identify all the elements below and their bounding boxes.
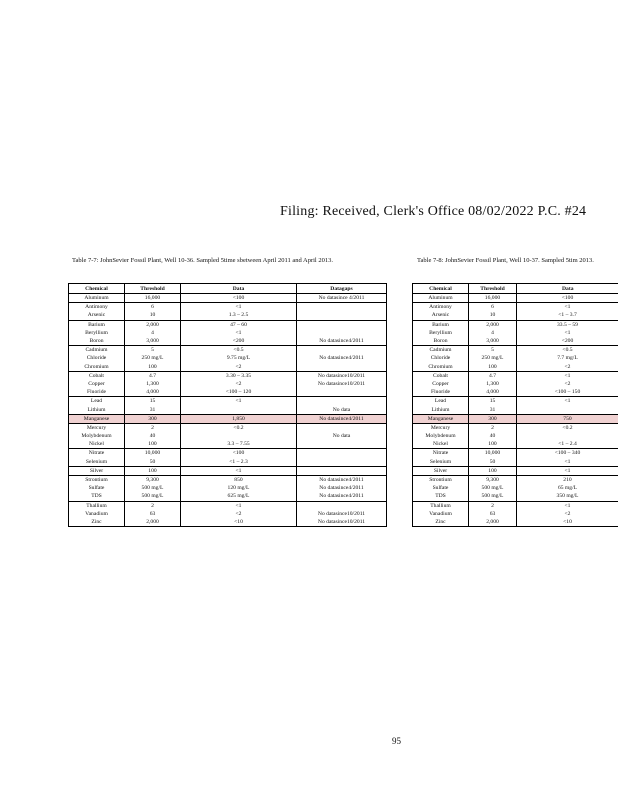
table-row <box>413 510 618 518</box>
column-header-threshold: Threshold <box>125 284 181 294</box>
table-row <box>69 371 387 380</box>
table-cell: <2 <box>181 380 297 388</box>
table-row <box>69 458 387 467</box>
table-cell: Thallium <box>413 501 469 510</box>
table-cell: 9,300 <box>469 475 517 484</box>
table-cell: 47 – 60 <box>181 320 297 329</box>
table-cell: 2,000 <box>125 320 181 329</box>
table-cell: Lead <box>69 397 125 406</box>
table-cell: <100 – 340 <box>517 449 618 458</box>
table-cell: <200 <box>181 337 297 346</box>
table-cell: Cobalt <box>413 371 469 380</box>
table-cell: Arsenic <box>413 311 469 320</box>
table-cell: Aluminum <box>413 294 469 303</box>
table-cell: Arsenic <box>69 311 125 320</box>
table-cell: 2 <box>125 501 181 510</box>
table-cell: 3,000 <box>125 337 181 346</box>
table-row <box>69 380 387 388</box>
table-7-7-caption: Table 7-7: JohnSevier Fossil Plant, Well 10-36. Sampled 5time sbetween April 2011 and April 2013. <box>72 257 333 264</box>
table-cell: 16,000 <box>469 294 517 303</box>
table-row <box>69 388 387 397</box>
table-cell: Sulfate <box>413 484 469 492</box>
table-cell: 50 <box>469 458 517 467</box>
table-row <box>69 397 387 406</box>
table-cell: 40 <box>125 432 181 440</box>
table-cell: 500 mg/L <box>125 484 181 492</box>
table-row <box>413 303 618 312</box>
page-number: 95 <box>392 736 401 746</box>
table-row <box>69 405 387 414</box>
table-cell: 300 <box>469 414 517 423</box>
table-cell: 15 <box>125 397 181 406</box>
table-cell: <1 <box>517 329 618 337</box>
table-cell: 210 <box>517 475 618 484</box>
table-row <box>413 423 618 432</box>
table-cell: 15 <box>469 397 517 406</box>
table-cell: 6 <box>125 303 181 312</box>
table-cell: Boron <box>413 337 469 346</box>
table-cell: Beryllium <box>69 329 125 337</box>
table-7-8-caption: Table 7-8: JohnSevier Fossil Plant, Well 10-37. Sampled 5tim 2013. <box>417 257 594 264</box>
table-cell: <100 <box>181 294 297 303</box>
table-cell: 850 <box>181 475 297 484</box>
table-cell <box>297 466 387 475</box>
table-row <box>413 380 618 388</box>
table-cell: 31 <box>469 405 517 414</box>
table-row <box>69 423 387 432</box>
table-cell: <1 – 2.4 <box>517 440 618 449</box>
table-7-8 <box>412 283 618 527</box>
table-row <box>69 492 387 501</box>
table-row <box>413 484 618 492</box>
table-cell: 2,000 <box>469 320 517 329</box>
table-cell: 3,000 <box>469 337 517 346</box>
table-cell: <10 <box>517 518 618 527</box>
table-cell: Nickel <box>413 440 469 449</box>
table-row <box>69 294 387 303</box>
table-cell: <0.5 <box>181 346 297 355</box>
table-row <box>413 501 618 510</box>
table-cell: <2 <box>517 363 618 372</box>
table-cell: Antimony <box>413 303 469 312</box>
table-cell: <1 <box>517 466 618 475</box>
table-cell: Chromium <box>69 363 125 372</box>
table-cell <box>297 423 387 432</box>
table-cell: <10 <box>181 518 297 527</box>
table-row <box>413 449 618 458</box>
table-row <box>413 294 618 303</box>
table-cell: 120 mg/L <box>181 484 297 492</box>
table-row <box>413 346 618 355</box>
table-cell <box>297 449 387 458</box>
table-cell: 750 <box>517 414 618 423</box>
table-row <box>69 337 387 346</box>
table-row <box>69 432 387 440</box>
table-cell: Strontium <box>69 475 125 484</box>
table-cell: <1 <box>181 501 297 510</box>
table-cell: 100 <box>125 440 181 449</box>
table-cell: 63 <box>469 510 517 518</box>
table-row <box>69 510 387 518</box>
column-header-chemical: Chemical <box>413 284 469 294</box>
table-cell <box>517 405 618 414</box>
table-cell: 2 <box>469 501 517 510</box>
table-cell: Beryllium <box>413 329 469 337</box>
table-cell: Molybdenum <box>69 432 125 440</box>
table-cell: <1 <box>517 501 618 510</box>
table-header-row <box>69 284 387 294</box>
table-row <box>69 466 387 475</box>
table-cell: Molybdenum <box>413 432 469 440</box>
table-cell: <100 – 120 <box>181 388 297 397</box>
table-row <box>69 346 387 355</box>
table-cell: Cadmium <box>413 346 469 355</box>
table-cell: Chloride <box>413 354 469 362</box>
table-cell: No datasince10/2011 <box>297 518 387 527</box>
table-cell <box>297 388 387 397</box>
table-cell: <0.2 <box>517 423 618 432</box>
table-cell: 1,850 <box>181 414 297 423</box>
table-cell: 2 <box>469 423 517 432</box>
table-row <box>413 405 618 414</box>
table-cell: 10,000 <box>469 449 517 458</box>
table-cell: Fluoride <box>69 388 125 397</box>
table-cell: No datasince4/2011 <box>297 484 387 492</box>
table-cell: 63 <box>125 510 181 518</box>
table-cell: Zinc <box>69 518 125 527</box>
table-cell: <2 <box>517 380 618 388</box>
column-header-chemical: Chemical <box>69 284 125 294</box>
table-cell: 4,000 <box>125 388 181 397</box>
table-cell: Boron <box>69 337 125 346</box>
table-cell: Silver <box>69 466 125 475</box>
table-row <box>413 329 618 337</box>
table-cell: 6 <box>469 303 517 312</box>
table-row <box>69 354 387 362</box>
table-row <box>413 388 618 397</box>
table-cell: <2 <box>517 510 618 518</box>
table-row <box>413 440 618 449</box>
table-row <box>69 414 387 423</box>
table-cell: <1 <box>517 303 618 312</box>
table-cell: No datasince10/2011 <box>297 371 387 380</box>
table-row <box>413 475 618 484</box>
table-cell: <200 <box>517 337 618 346</box>
table-cell: No datasince10/2011 <box>297 510 387 518</box>
table-cell: 4.7 <box>469 371 517 380</box>
table-row <box>413 311 618 320</box>
table-cell: 50 <box>125 458 181 467</box>
table-cell: No datasince10/2011 <box>297 380 387 388</box>
table-cell: <2 <box>181 510 297 518</box>
table-cell: Manganese <box>413 414 469 423</box>
table-cell: 100 <box>469 363 517 372</box>
table-cell: No datasince4/2011 <box>297 492 387 501</box>
table-row <box>413 466 618 475</box>
table-cell: 65 mg/L <box>517 484 618 492</box>
column-header-datagaps: Datagaps <box>297 284 387 294</box>
table-cell: 3.3 – 7.55 <box>181 440 297 449</box>
table-cell: TDS <box>413 492 469 501</box>
table-cell: 5 <box>125 346 181 355</box>
table-row <box>413 337 618 346</box>
table-cell: 500 mg/L <box>125 492 181 501</box>
table-cell: Thallium <box>69 501 125 510</box>
table-row <box>413 518 618 527</box>
table-cell: 250 mg/L <box>469 354 517 362</box>
column-header-data: Data <box>517 284 618 294</box>
table-cell: Selenium <box>413 458 469 467</box>
table-row <box>413 371 618 380</box>
table-cell: Nitrate <box>69 449 125 458</box>
table-cell: TDS <box>69 492 125 501</box>
table-cell: 31 <box>125 405 181 414</box>
table-cell: No datasince4/2011 <box>297 414 387 423</box>
table-cell: 5 <box>469 346 517 355</box>
table-cell: 300 <box>125 414 181 423</box>
table-cell: <1 <box>181 397 297 406</box>
table-cell: 4,000 <box>469 388 517 397</box>
column-header-threshold: Threshold <box>469 284 517 294</box>
table-cell <box>181 432 297 440</box>
table-cell: <1 <box>517 397 618 406</box>
table-7-7 <box>68 283 387 527</box>
table-cell: <100 <box>181 449 297 458</box>
table-cell <box>297 320 387 329</box>
table-cell: Copper <box>69 380 125 388</box>
table-row <box>413 458 618 467</box>
table-cell: Lithium <box>413 405 469 414</box>
table-cell: 10 <box>125 311 181 320</box>
table-cell: 10,000 <box>125 449 181 458</box>
table-cell: <2 <box>181 363 297 372</box>
table-cell: Vanadium <box>69 510 125 518</box>
table-cell: Chloride <box>69 354 125 362</box>
table-cell: <100 <box>517 294 618 303</box>
table-cell <box>297 303 387 312</box>
table-row <box>69 440 387 449</box>
table-row <box>69 475 387 484</box>
table-header-row <box>413 284 618 294</box>
table-cell: <1 – 3.7 <box>517 311 618 320</box>
table-cell: Vanadium <box>413 510 469 518</box>
table-cell: <0.2 <box>181 423 297 432</box>
table-cell: Mercury <box>413 423 469 432</box>
table-cell: 100 <box>125 466 181 475</box>
table-cell: No data <box>297 432 387 440</box>
table-cell: 100 <box>125 363 181 372</box>
table-cell <box>297 363 387 372</box>
table-cell <box>297 329 387 337</box>
table-cell <box>297 346 387 355</box>
table-cell: <1 <box>181 303 297 312</box>
table-cell: Barium <box>413 320 469 329</box>
table-cell: No datasince4/2011 <box>297 475 387 484</box>
table-cell: Manganese <box>69 414 125 423</box>
table-cell: 4 <box>125 329 181 337</box>
table-cell: Cobalt <box>69 371 125 380</box>
table-cell: Mercury <box>69 423 125 432</box>
table-cell: No datasince4/2011 <box>297 337 387 346</box>
table-cell <box>517 432 618 440</box>
table-row <box>69 501 387 510</box>
table-cell <box>297 397 387 406</box>
table-cell: <1 <box>517 458 618 467</box>
filing-header: Filing: Received, Clerk's Office 08/02/2022 P.C. #24 <box>280 204 587 219</box>
table-cell: Barium <box>69 320 125 329</box>
table-cell: <1 – 2.3 <box>181 458 297 467</box>
table-cell: 40 <box>469 432 517 440</box>
table-row <box>69 303 387 312</box>
table-cell: 250 mg/L <box>125 354 181 362</box>
table-cell: No data <box>297 405 387 414</box>
table-cell: Chromium <box>413 363 469 372</box>
table-cell: Selenium <box>69 458 125 467</box>
table-cell: Silver <box>413 466 469 475</box>
table-cell: <1 <box>181 329 297 337</box>
table-cell: 2,000 <box>125 518 181 527</box>
table-cell: 2 <box>125 423 181 432</box>
table-cell: 500 mg/L <box>469 492 517 501</box>
table-cell <box>297 440 387 449</box>
table-row <box>69 363 387 372</box>
table-row <box>413 363 618 372</box>
table-cell: 7.7 mg/L <box>517 354 618 362</box>
table-cell: Sulfate <box>69 484 125 492</box>
table-cell: Zinc <box>413 518 469 527</box>
table-cell: 625 mg/L <box>181 492 297 501</box>
table-row <box>69 311 387 320</box>
table-cell: 4.7 <box>125 371 181 380</box>
table-cell: Nitrate <box>413 449 469 458</box>
table-row <box>413 354 618 362</box>
table-cell: <1 <box>517 371 618 380</box>
table-row <box>69 320 387 329</box>
table-cell <box>181 405 297 414</box>
table-row <box>69 449 387 458</box>
table-row <box>69 329 387 337</box>
table-row <box>413 492 618 501</box>
table-cell <box>297 458 387 467</box>
table-cell: Strontium <box>413 475 469 484</box>
table-cell: Nickel <box>69 440 125 449</box>
table-cell: 100 <box>469 466 517 475</box>
table-cell: 1.3 – 2.5 <box>181 311 297 320</box>
table-cell: 500 mg/L <box>469 484 517 492</box>
table-row <box>69 484 387 492</box>
table-cell: Cadmium <box>69 346 125 355</box>
table-row <box>69 518 387 527</box>
table-cell: Lithium <box>69 405 125 414</box>
table-cell: 33.5 – 59 <box>517 320 618 329</box>
table-cell: 9.75 mg/L <box>181 354 297 362</box>
table-row <box>413 397 618 406</box>
table-cell: No datasince 4/2011 <box>297 294 387 303</box>
table-cell: 9,300 <box>125 475 181 484</box>
table-cell: <0.5 <box>517 346 618 355</box>
table-cell: <1 <box>181 466 297 475</box>
table-cell: <100 – 150 <box>517 388 618 397</box>
table-cell: 100 <box>469 440 517 449</box>
table-cell: 10 <box>469 311 517 320</box>
table-cell: 2,000 <box>469 518 517 527</box>
table-cell: No datasince4/2011 <box>297 354 387 362</box>
table-cell: 1,300 <box>125 380 181 388</box>
table-cell: 4 <box>469 329 517 337</box>
table-cell: 1,300 <box>469 380 517 388</box>
table-cell: Lead <box>413 397 469 406</box>
table-row <box>413 432 618 440</box>
table-cell: Aluminum <box>69 294 125 303</box>
table-cell: 350 mg/L <box>517 492 618 501</box>
table-cell <box>297 311 387 320</box>
table-cell: Fluoride <box>413 388 469 397</box>
table-cell <box>297 501 387 510</box>
table-row <box>413 320 618 329</box>
table-cell: 16,000 <box>125 294 181 303</box>
table-cell: Copper <box>413 380 469 388</box>
table-row <box>413 414 618 423</box>
table-cell: 3.30 – 3.35 <box>181 371 297 380</box>
table-cell: Antimony <box>69 303 125 312</box>
column-header-data: Data <box>181 284 297 294</box>
